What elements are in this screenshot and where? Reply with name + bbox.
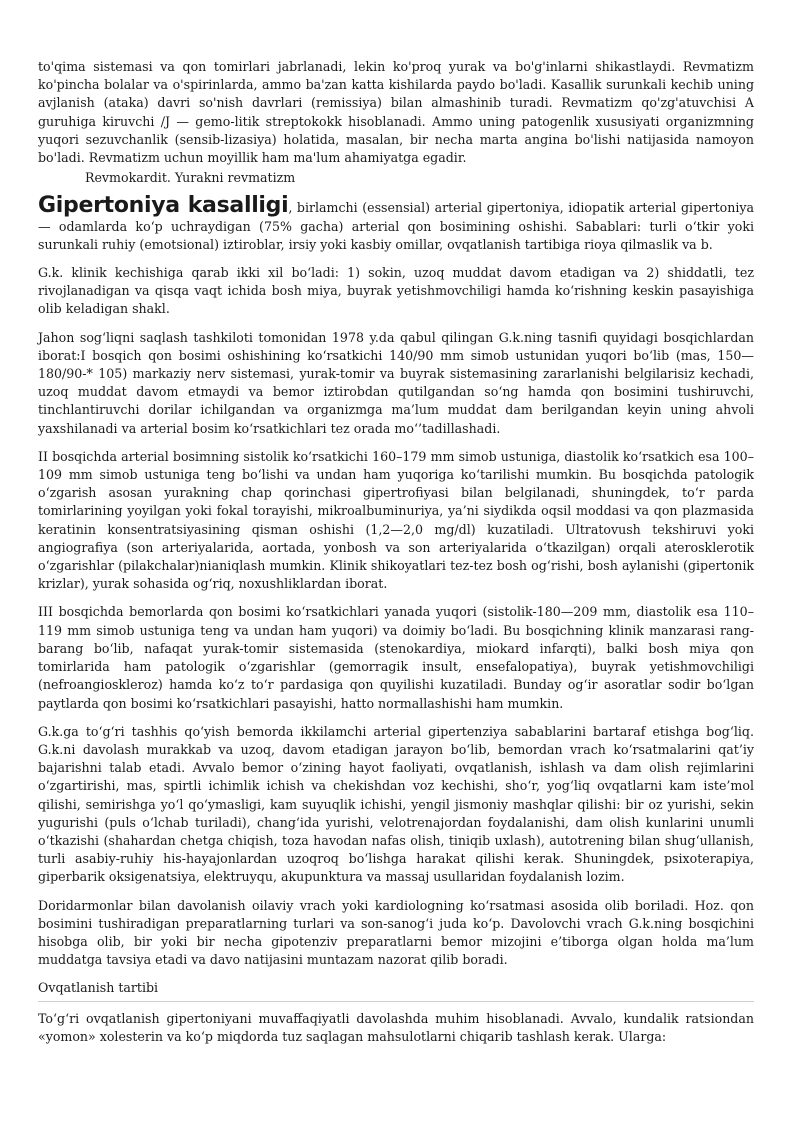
paragraph-stage-iii: III bosqichda bemorlarda qon bosimi ko‘rsatkichlari yanada yuqori (sistolik-180—209 mm, diastolik esa 110–119 mm simob ustuniga teng va undan ham yuqori) va doimiy bo‘ladi. Bu bosqichning klinik manzarasi rang-barang bo‘lib, nafaqat yurak-tomir sistemasida (stenokardiya, miokard infarqti), balki bosh miya qon tomirlarida ham patologik o‘zgarishlar (gemorragik insult, ensefalopatiya), buyrak yetishmovchiligi (nefroangioskleroz) hamda ko‘z to‘r pardasiga qon quyilishi kuzatiladi. Bunday og‘ir asoratlar sodir bo‘lgan paytlarda qon bosimi ko‘rsatkichlari pasayishi, hatto normallashishi ham mumkin. bbox=[38, 604, 754, 711]
article-definition: , birlamchi (essensial) arterial gipertoniya, idiopatik arterial gipertoniya — odamlarda ko‘p uchraydigan (75% gacha) arterial qon bosimining oshishi. Sabablari: turli o‘tkir yoki surunkali ruhiy (emotsional) iztiroblar, irsiy yoki kasbiy omillar, ovqatlanish tartibiga rioya qilmaslik va b. bbox=[38, 200, 755, 252]
article-title: Gipertoniya kasalligi bbox=[38, 193, 289, 219]
paragraph-treatment: G.k.ga to‘g‘ri tashhis qo‘yish bemorda ikkilamchi arterial gipertenziya sabablarini bartaraf etishga bog‘liq. G.k.ni davolash murakkab va uzoq, davom etadigan jarayon bo‘lib, bemordan vrach ko‘rsatmalarini qat’iy bajarishni talab etadi. Avvalo bemor o‘zining hayot faoliyati, ovqatlanish, ishlash va dam olish rejimlarini o‘zgartirishi, mas, spirtli ichimlik ichish va chekishdan voz kechishi, sho‘r, yog‘liq ovqatlarni kam iste’mol qilishi, semirishga yo‘l qo‘ymasligi, kam suyuqlik ichishi, yengil jismoniy mashqlar qilishi: bir oz yurishi, sekin yugurishi (puls o‘lchab turiladi), chang‘ida yurishi, velotrenajordan foydalanishi, dam olish kunlarini unumli o‘tkazishi (shahardan chetga chiqish, toza havodan nafas olish, tiniqib uxlash), autotrening bilan shug‘ullanish, turli asabiy-ruhiy his-hayajonlardan uzoqroq bo‘lishga harakat qilishi kerak. Shuningdek, psixoterapiya, giperbarik oksigenatsiya, elektruyqu, akupunktura va massaj usullaridan foydalanish lozim. bbox=[38, 723, 754, 885]
paragraph-medication: Doridarmonlar bilan davolanish oilaviy vrach yoki kardiologning ko‘rsatmasi asosida olib boriladi. Hoz. qon bosimini tushiradigan preparatlarning turlari va son-sanog‘i juda ko‘p. Davolovchi vrach G.k.ning bosqichini hisobga olib, bir yoki bir necha gipotenziv preparatlarni bemor mizojini e’tiborga olgan holda ma’lum muddatga tavsiya etadi va davo natijasini muntazam nazorat qilib boradi. bbox=[38, 897, 754, 968]
revmokardit-link[interactable]: Revmokardit. Yurakni revmatizm bbox=[85, 170, 296, 186]
paragraph-diet: To‘g‘ri ovqatlanish gipertoniyani muvaffaqiyatli davolashda muhim hisoblanadi. Avvalo, kundalik ratsiondan «yomon» xolesterin va ko‘p miqdorda tuz saqlagan mahsulotlarni chiqarib tashlash kerak. Ularga: bbox=[38, 1010, 754, 1044]
paragraph-stage-i: Jahon sog‘liqni saqlash tashkiloti tomonidan 1978 y.da qabul qilingan G.k.ning tasnifi quyidagi bosqichlardan iborat:I bosqich qon bosimi oshishining ko‘rsatkichi 140/90 mm simob ustunidan yuqori bo‘lib (mas, 150—180/90-* 105) markaziy nerv sistemasi, yurak-tomir va buyrak sistemasining zararlanishi belgilarisiz kechadi, uzoq muddat davom etmaydi va bemor iztirobdan qutilgandan so‘ng hamda qon bosimini tushiruvchi, tinchlantiruvchi dorilar ichilgandan va organizmga ma’lum muddat dam berilgandan keyin uning ahvoli yaxshilanadi va arterial bosim ko‘rsatkichlari tez orada mo‘’tadillashadi. bbox=[38, 329, 754, 436]
section-heading-diet: Ovqatlanish tartibi bbox=[38, 979, 754, 1001]
paragraph-clinical-forms: G.k. klinik kechishiga qarab ikki xil bo‘ladi: 1) sokin, uzoq muddat davom etadigan va 2) shiddatli, tez rivojlanadigan va qisqa vaqt ichida bosh miya, buyrak yetishmovchiligi hamda ko‘rishning keskin pasayishiga olib keladigan shakl. bbox=[38, 265, 754, 317]
intro-paragraph: to'qima sistemasi va qon tomirlari jabrlanadi, lekin ko'proq yurak va bo'g'inlarni shikastlaydi. Revmatizm ko'pincha bolalar va o'spirinlarda, ammo ba'zan katta kishilarda paydo bo'ladi. Kasallik surunkali kechib uning avjlanish (ataka) davri so'nish davrlari (remissiya) bilan almashinib turadi. Revmatizm qo'zg'atuvchisi A guruhiga kiruvchi /J — gemo-litik streptokokk hisoblanadi. Ammo uning patogenlik xususiyati organizmning yuqori sezuvchanlik (sensib-lizasiya) holatida, masalan, bir necha marta angina bo'lishi natijasida namoyon bo'ladi. Revmatizm uchun moyillik ham ma'lum ahamiyatga egadir. bbox=[38, 59, 754, 166]
paragraph-stage-ii: II bosqichda arterial bosimning sistolik ko‘rsatkichi 160–179 mm simob ustuniga, diastolik ko‘rsatkich esa 100–109 mm simob ustuniga teng bo‘lishi va undan ham yuqoriga ko‘tarilishi mumkin. Bu bosqichda patologik o‘zgarish asosan yurakning chap qorinchasi gipertrofiyasi bilan belgilanadi, shuningdek, to‘r parda tomirlarining yoyilgan yoki fokal torayishi, mikroalbuminuriya, ya’ni siydikda oqsil moddasi va qon plazmasida keratinin konsentratsiyasining qisman oshishi (1,2—2,0 mg/dl) kuzatiladi. Ultratovush tekshiruvi yoki angiografiya (son arteriyalarida, aortada, yonbosh va son arteriyalarida o‘tkazilgan) orqali aterosklerotik o‘zgarishlar (pilakchalar)nianiqlash mumkin. Klinik shikoyatlari tez-tez bosh og‘rishi, bosh aylanishi (gipertonik krizlar), yurak sohasida og‘riq, noxushliklardan iborat. bbox=[38, 448, 754, 592]
article-heading-paragraph bbox=[38, 193, 755, 254]
